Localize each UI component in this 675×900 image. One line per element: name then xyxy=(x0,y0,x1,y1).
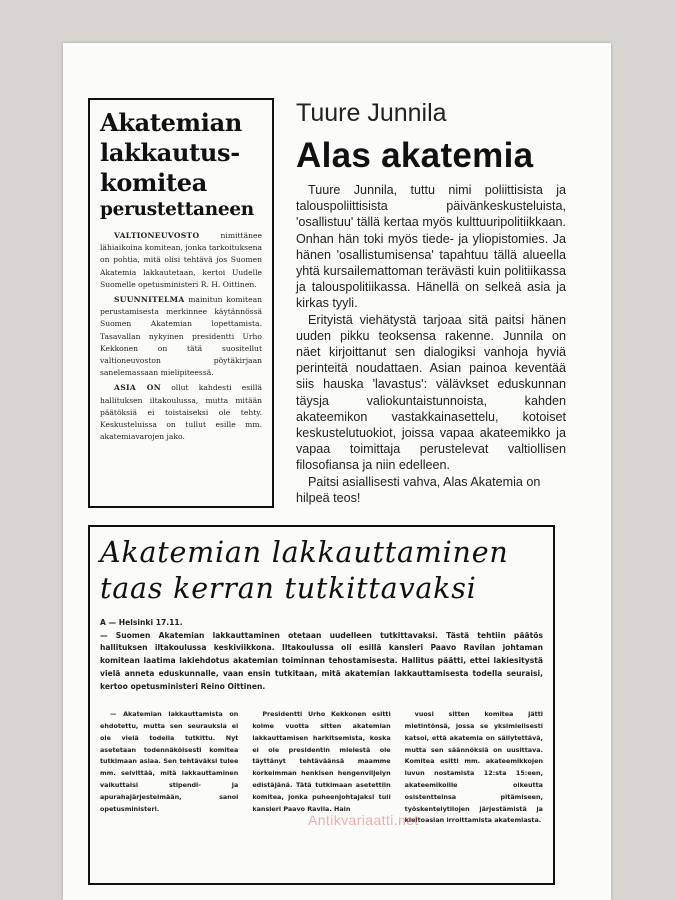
book-title: Alas akatemia xyxy=(296,136,534,175)
clipping-2-column: vuosi sitten komitea jätti mietintönsä, jossa se yksimielisesti katsoi, että akatemia on säilytettävä, mutta sen säännöksiä on uusittava. Komitea esitti mm. akateemikkojen luvun nostamista 12:sta 15:een, akateemikoille oikeutta osistentteinsa pitämiseen, työskentelytilojen järjestämistä ja kieltoasian irroittamista akatemiasta. xyxy=(404,710,543,825)
clipping-1-headline-sub: perustettaneen xyxy=(100,199,254,220)
clipping-2-dateline: A — Helsinki 17.11. xyxy=(100,618,183,627)
clipping-1-headline-line-2: lakkautus- xyxy=(100,138,240,167)
clipping-2-lead-text: — Suomen Akatemian lakkauttaminen otetaan uudelleen tutkittavaksi. Tästä tehtiin päätös hallituksen iltakoulussa keskiviikkona. Iltakoulussa oli esillä kansleri Paavo Ravilan johtaman komitean laatima lakiehdotus akatemian toiminnan tehostamisesta. Hallitus päätti, ettei lakiesitystä vielä anneta eduskunnalle, vaan ensin tutkitaan, mitä akatemian lakkauttamisesta todella seuraisi, kertoo opetusministeri Reino Oittinen. xyxy=(100,630,543,691)
clipping-1-headline-line-3: komitea xyxy=(100,168,207,197)
clipping-2-lead xyxy=(100,617,543,693)
clipping-2-headline-line-1: Akatemian lakkauttaminen xyxy=(100,536,509,569)
clipping-2-headline-line-2: taas kerran tutkittavaksi xyxy=(100,572,477,605)
clipping-1-paragraph: ASIA ON ollut kahdesti esillä hallituksen iltakoulussa, mutta mitään päätöksiä ei toistaiseksi ole tehty. Keskusteluissa on tullut esille mm. akatemiavarojen jako. xyxy=(100,383,262,442)
blurb-paragraph: Tuure Junnila, tuttu nimi poliittisista ja talouspoliittisista päivänkeskusteluista, 'osallistuu' tällä kertaa myös kulttuuripolitiikkaan. Onhan hän toki myös tiede- ja yliopistomies. Ja hänen 'osallistumisensa' tapahtuu tällä alueella yhtä kursailemattoman terävästi kuin politiikassa ja talouspolitiikassa. Hänellä on selkeä asia ja kirkas tyyli. xyxy=(296,183,566,311)
clipping-1-paragraph: SUUNNITELMA mainitun komitean perustamisesta merkinnee käytännössä Suomen Akatemian lopettamista. Tasavallan nykyinen presidentti Urho Kekkonen on tätä suositellut valtioneuvoston pöytäkirjaan sanelemassaan mielipiteessä. xyxy=(100,295,262,378)
newspaper-clipping-2 xyxy=(88,525,555,885)
clipping-1-paragraph: VALTIONEUVOSTO nimittänee lähiaikoina komitean, jonka tarkoituksena on pohtia, mitä olisi tehtävä jos Suomen Akatemia lakkautetaan, kertoi Uudelle Suomelle opetusministeri R. H. Oittinen. xyxy=(100,231,262,289)
blurb-paragraph: Erityistä viehätystä tarjoaa sitä paitsi hänen uuden pikku teoksensa rakenne. Junnila on näet kirjoittanut sen dialogiksi vanhoja hyviä perinteitä noudattaen. Asian painoa keventää siis hauska 'lavastus': välävkset eduskunnan täysja valiokuntaistunnoista, kahden akateemikon vastakkainasettelu, kotoiset keskustelutuokiot, joissa vapaa akateemikko ja vapaa toimittaja perustelevat valtiollisen filosofiansa ja niin edelleen. xyxy=(296,312,566,473)
clipping-2-columns xyxy=(100,709,543,827)
newspaper-clipping-1 xyxy=(88,98,274,508)
watermark: Antikvariaatti.net xyxy=(308,812,419,828)
book-author: Tuure Junnila xyxy=(296,99,447,127)
clipping-2-column: — Akatemian lakkauttamista on ehdotettu, mutta sen seurauksia ei ole vielä todella tutkittu. Nyt asetetaan todennäköisesti komitea tutkimaan asiaa. Sen tehtäväksi tulee mm. selvittää, mitä lakkauttaminen vaikuttaisi stipendi- ja apurahajärjestelmään, sanoi opetusministeri. xyxy=(100,710,239,813)
blurb-paragraph: Paitsi asiallisesti vahva, Alas Akatemia on hilpeä teos! xyxy=(296,474,541,505)
clipping-2-column: Presidentti Urho Kekkonen esitti kolme vuotta sitten akatemian lakkauttamisen harkitsemista, koska ei ole presidentin mielestä ole täyttänyt tehtäväänsä maamme korkeimman henkisen hengenviljelyn edistäjänä. Tätä tutkimaan asetettiin komitea, jonka puheenjohtajaksi tuli kansleri Paavo Ravila. Hain xyxy=(252,710,391,813)
book-blurb xyxy=(296,182,566,506)
clipping-1-headline-line-1: Akatemian xyxy=(100,108,242,137)
